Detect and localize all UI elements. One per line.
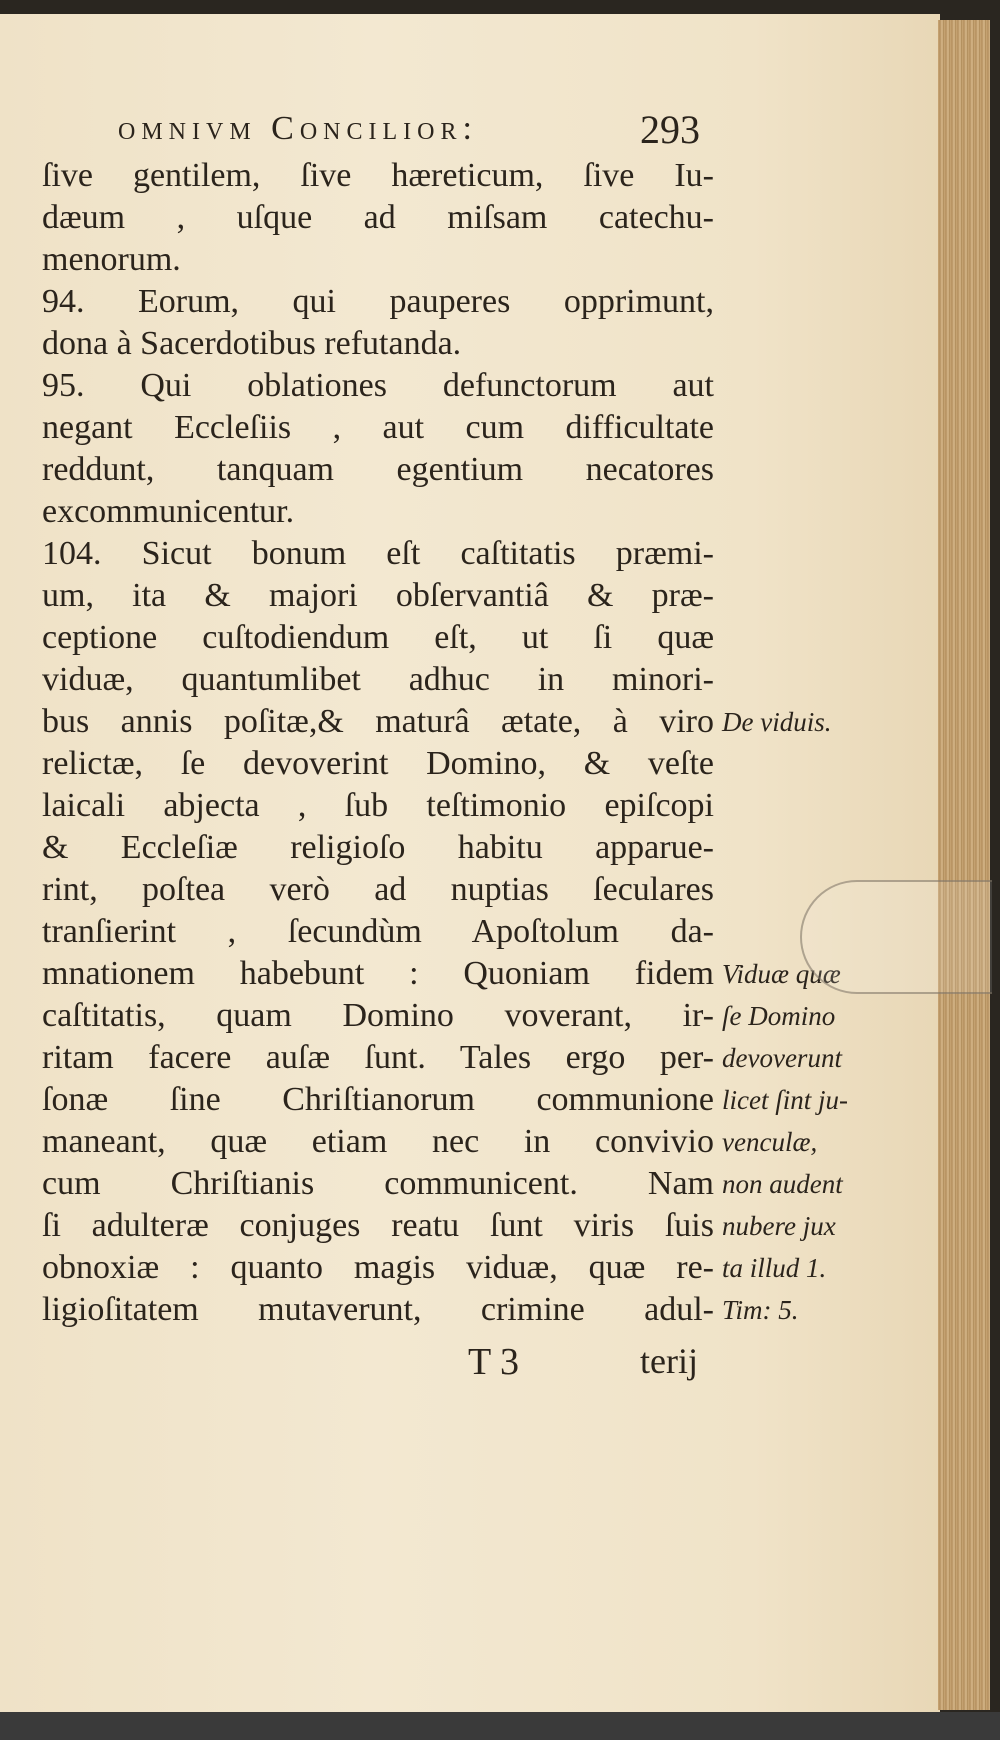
page-edges bbox=[938, 20, 990, 1710]
body-line: ſonæ ſine Chriſtianorum communione bbox=[42, 1081, 714, 1118]
body-line: cum Chriſtianis communicent. Nam bbox=[42, 1165, 714, 1202]
body-line: dæum , uſque ad miſsam catechu- bbox=[42, 199, 714, 236]
margin-note: ta illud 1. bbox=[722, 1253, 827, 1283]
body-line: caſtitatis, quam Domino voverant, ir- bbox=[42, 997, 714, 1034]
body-line: 104. Sicut bonum eſt caſtitatis præmi- bbox=[42, 535, 714, 572]
body-line: ligioſitatem mutaverunt, crimine adul- bbox=[42, 1291, 714, 1328]
body-line: laicali abjecta , ſub teſtimonio epiſcopi bbox=[42, 787, 714, 824]
book-page bbox=[0, 14, 940, 1720]
body-line: 94. Eorum, qui pauperes opprimunt, bbox=[42, 283, 714, 320]
catchword: terij bbox=[640, 1341, 698, 1381]
body-line: obnoxiæ : quanto magis viduæ, quæ re- bbox=[42, 1249, 714, 1286]
body-line: reddunt, tanquam egentium necatores bbox=[42, 451, 714, 488]
body-line: viduæ, quantumlibet adhuc in minori- bbox=[42, 661, 714, 698]
body-line: ſive gentilem, ſive hæreticum, ſive Iu- bbox=[42, 157, 714, 194]
body-line: excommunicentur. bbox=[42, 493, 295, 530]
margin-note: licet ſint ju- bbox=[722, 1085, 848, 1115]
body-line: ceptione cuſtodiendum eſt, ut ſi quæ bbox=[42, 619, 714, 656]
body-line: 95. Qui oblationes defunctorum aut bbox=[42, 367, 714, 404]
body-line: rint, poſtea verò ad nuptias ſeculares bbox=[42, 871, 714, 908]
margin-note: non audent bbox=[722, 1169, 843, 1199]
margin-note: Tim: 5. bbox=[722, 1295, 799, 1325]
body-line: menorum. bbox=[42, 241, 181, 278]
body-line: ritam facere auſæ ſunt. Tales ergo per- bbox=[42, 1039, 714, 1076]
body-line: & Eccleſiæ religioſo habitu apparue- bbox=[42, 829, 714, 866]
signature-mark: T 3 bbox=[468, 1341, 520, 1383]
margin-note: De viduis. bbox=[722, 707, 832, 737]
body-line: um, ita & majori obſervantiâ & præ- bbox=[42, 577, 714, 614]
margin-note: ſe Domino bbox=[722, 1001, 836, 1031]
scan-border bbox=[0, 1712, 1000, 1740]
margin-note: devoverunt bbox=[722, 1043, 842, 1073]
body-line: negant Eccleſiis , aut cum difficultate bbox=[42, 409, 714, 446]
margin-note: venculæ, bbox=[722, 1127, 818, 1157]
body-line: relictæ, ſe devoverint Domino, & veſte bbox=[42, 745, 714, 782]
body-line: bus annis poſitæ,& maturâ ætate, à viro bbox=[42, 703, 714, 740]
body-line: mnationem habebunt : Quoniam fidem bbox=[42, 955, 714, 992]
page-number: 293 bbox=[640, 107, 700, 152]
page-clip bbox=[800, 880, 992, 994]
margin-note: Viduæ quæ bbox=[722, 959, 841, 989]
body-line: dona à Sacerdotibus refutanda. bbox=[42, 325, 462, 362]
margin-note: nubere jux bbox=[722, 1211, 836, 1241]
body-line: ſi adulteræ conjuges reatu ſunt viris ſuis bbox=[42, 1207, 714, 1244]
body-line: tranſierint , ſecundùm Apoſtolum da- bbox=[42, 913, 714, 950]
running-head: omnivm Concilior: bbox=[118, 110, 478, 147]
body-line: maneant, quæ etiam nec in convivio bbox=[42, 1123, 714, 1160]
